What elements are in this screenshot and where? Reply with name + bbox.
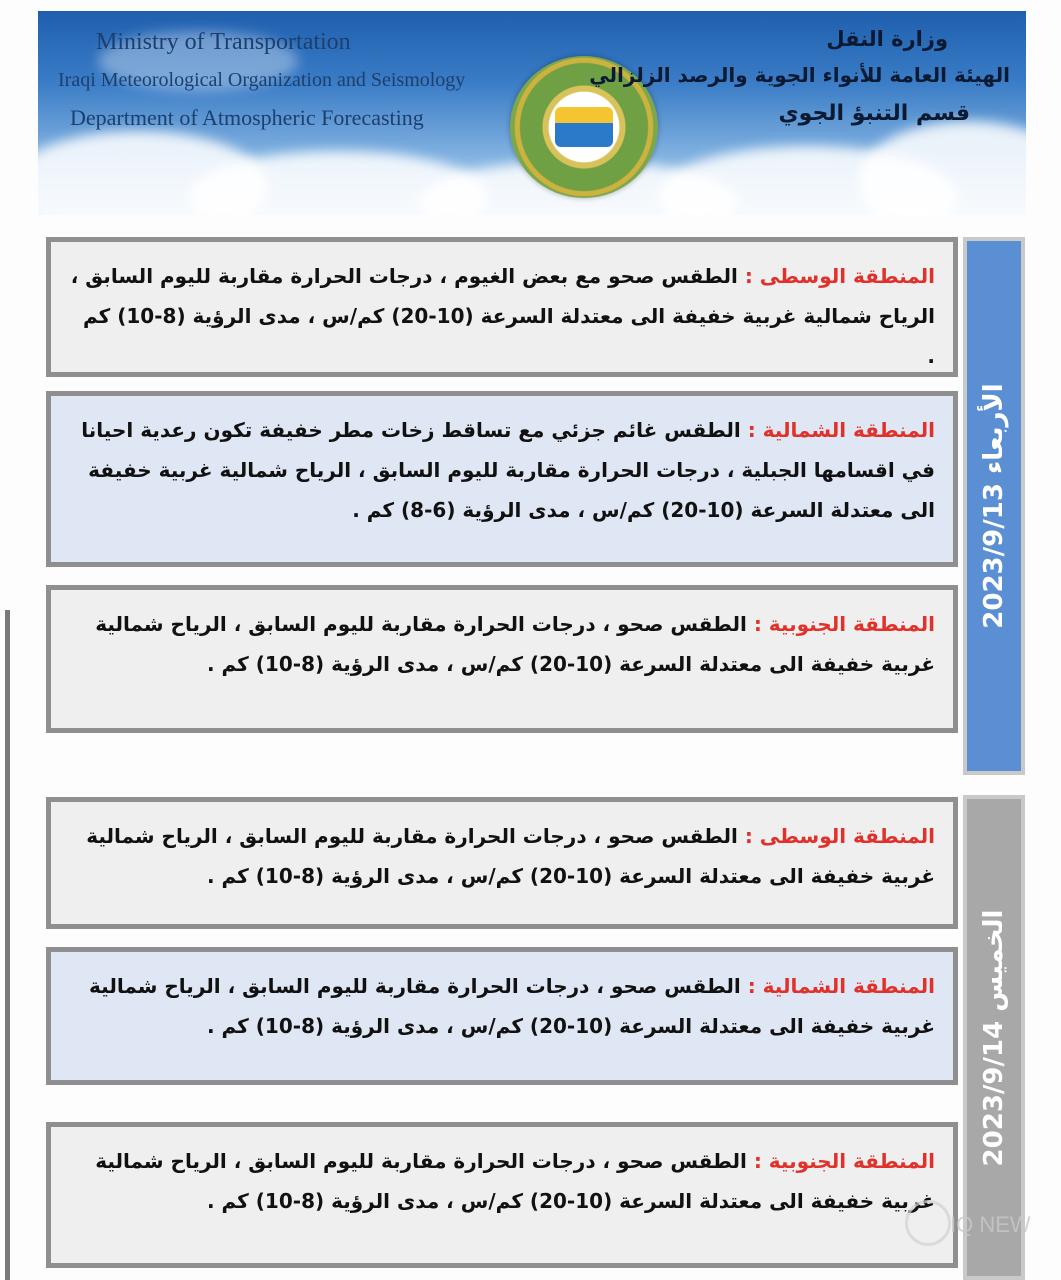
forecast-text — [69, 1141, 935, 1221]
forecast-panel-north — [46, 391, 958, 567]
organization-name-en: Iraqi Meteorological Organization and Seismology — [58, 69, 466, 91]
forecast-panel-south — [46, 585, 958, 733]
region-name: المنطقة الجنوبية : — [753, 1149, 935, 1173]
forecast-text — [69, 410, 935, 530]
forecast-panel-central — [46, 237, 958, 377]
watermark: IQ NEW — [950, 1212, 1031, 1237]
forecast-body: الطقس صحو مع بعض الغيوم ، درجات الحرارة مقاربة لليوم السابق ، الرياح شمالية غربية خفيفة الى معتدلة السرعة (10-20) كم/س ، مدى الرؤية (8-10) كم . — [70, 264, 935, 368]
department-name-ar: قسم التنبؤ الجوي — [778, 101, 970, 126]
day-sidebar-wednesday — [963, 237, 1025, 775]
region-name: المنطقة الشمالية : — [747, 418, 935, 442]
day-sidebar-thursday — [963, 795, 1025, 1280]
organization-name-ar: الهيئة العامة للأنواء الجوية والرصد الزلزالي — [589, 63, 1010, 87]
forecast-panel-central — [46, 797, 958, 929]
region-name: المنطقة الجنوبية : — [753, 612, 935, 636]
watermark-logo-icon — [905, 1200, 951, 1246]
region-name: المنطقة الشمالية : — [747, 974, 935, 998]
forecast-panel-south — [46, 1122, 958, 1268]
department-name-en: Department of Atmospheric Forecasting — [70, 105, 424, 130]
forecast-body: الطقس صحو ، درجات الحرارة مقاربة لليوم السابق ، الرياح شمالية غربية خفيفة الى معتدلة السرعة (10-20) كم/س ، مدى الرؤية (8-10) كم . — [89, 974, 935, 1038]
region-name: المنطقة الوسطى : — [744, 824, 935, 848]
forecast-body: الطقس غائم جزئي مع تساقط زخات مطر خفيفة تكون رعدية احيانا في اقسامها الجبلية ، درجات الحرارة مقاربة لليوم السابق ، الرياح شمالية غربية خفيفة الى معتدلة السرعة (10-20) كم/س ، مدى الرؤية (6-8) كم . — [81, 418, 935, 522]
forecast-panel-north — [46, 947, 958, 1085]
forecast-body: الطقس صحو ، درجات الحرارة مقاربة لليوم السابق ، الرياح شمالية غربية خفيفة الى معتدلة السرعة (10-20) كم/س ، مدى الرؤية (8-10) كم . — [86, 824, 935, 888]
forecast-text — [69, 604, 935, 684]
forecast-body: الطقس صحو ، درجات الحرارة مقاربة لليوم السابق ، الرياح شمالية غربية خفيفة الى معتدلة السرعة (10-20) كم/س ، مدى الرؤية (8-10) كم . — [95, 1149, 935, 1213]
forecast-text — [69, 816, 935, 896]
day-label: الأربعاء 2023/9/13 — [979, 383, 1009, 629]
forecast-text — [69, 256, 935, 376]
left-edge-bar — [5, 610, 10, 1280]
forecast-body: الطقس صحو ، درجات الحرارة مقاربة لليوم السابق ، الرياح شمالية غربية خفيفة الى معتدلة السرعة (10-20) كم/س ، مدى الرؤية (8-10) كم . — [95, 612, 935, 676]
day-label: الخميس 2023/9/14 — [979, 909, 1009, 1166]
forecast-text — [69, 966, 935, 1046]
ministry-name-ar: وزارة النقل — [826, 27, 948, 51]
region-name: المنطقة الوسطى : — [744, 264, 935, 288]
header-banner — [38, 11, 1026, 215]
ministry-name-en: Ministry of Transportation — [96, 29, 351, 55]
